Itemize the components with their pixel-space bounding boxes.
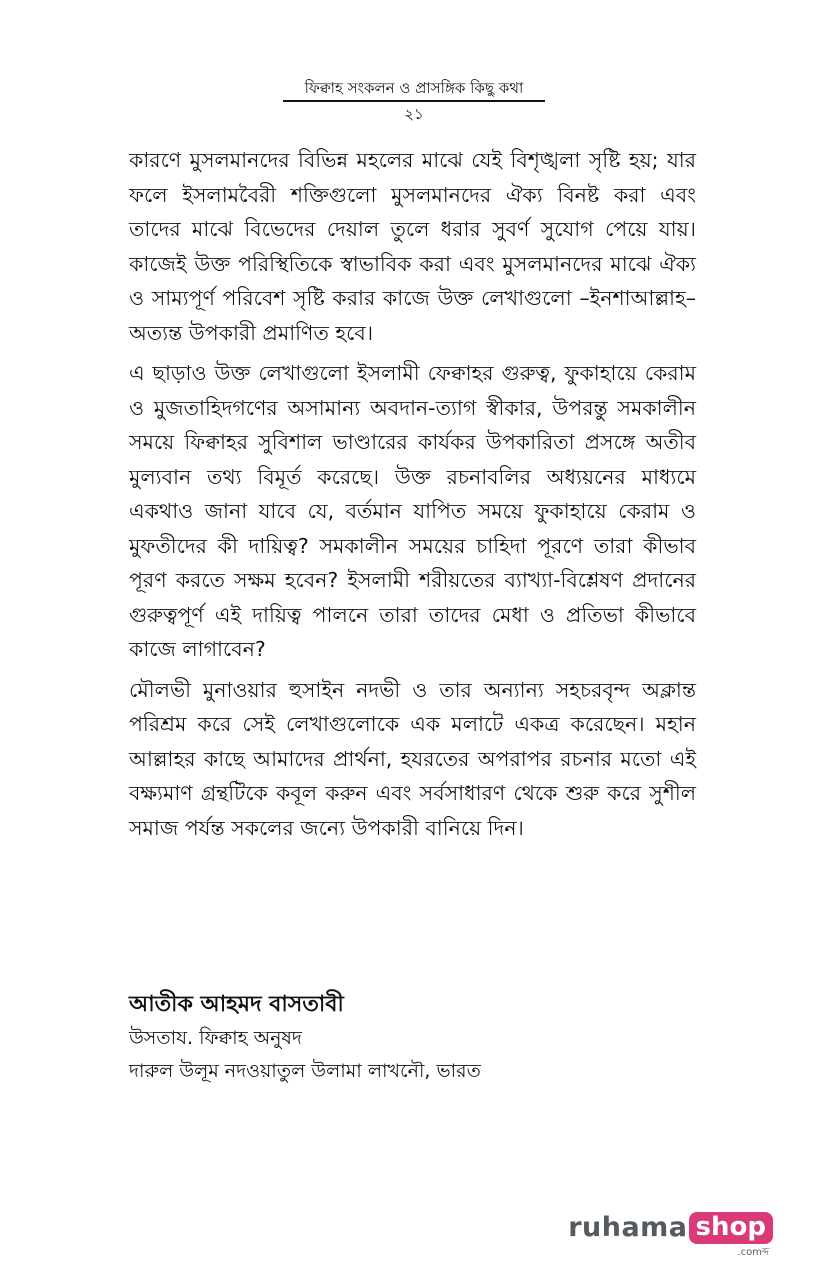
paragraph-2: এ ছাড়াও উক্ত লেখাগুলো ইসলামী ফেক্বাহর গুরুত্ব, ফুকাহায়ে কেরাম ও মুজতাহিদগণের অসামান্য অবদান-ত্যাগ স্বীকার, উপরন্তু সমকালীন সময়ে ফিক্বাহর সুবিশাল ভাণ্ডারের কার্যকর উপকারিতা প্রসঙ্গে অতীব মুল্যবান তথ্য বিমূর্ত করেছে। উক্ত রচনাবলির অধ্যয়নের মাধ্যমে একথাও জানা যাবে যে, বর্তমান যাপিত সময়ে ফুকাহায়ে কেরাম ও মুফতীদের কী দায়িত্ব? সমকালীন সময়ের চাহিদা পূরণে তারা কীভাব পূরণ করতে সক্ষম হবেন? ইসলামী শরীয়তের ব্যাখ্যা-বিশ্লেষণ প্রদানের গুরুত্বপূর্ণ এই দায়িত্ব পালনে তারা তাদের মেধা ও প্রতিভা কীভাবে কাজে লাগাবেন? — [129, 361, 696, 661]
logo-text: ruhama — [568, 1212, 688, 1243]
signature-block — [129, 988, 729, 1088]
ruhamashop-logo — [568, 1212, 773, 1262]
page-number: ২১ — [404, 105, 424, 123]
logo-domain: .comব্দ — [737, 1247, 769, 1258]
author-institution: দারুল উলূম নদওয়াতুল উলামা লাখনৌ, ভারত — [129, 1060, 481, 1082]
running-header — [283, 78, 545, 124]
author-name: আতীক আহমদ বাসতাবী — [129, 992, 344, 1017]
header-divider — [283, 100, 545, 102]
logo-shop-label: shop — [689, 1212, 773, 1244]
book-title: ফিক্বাহ সংকলন ও প্রাসঙ্গিক কিছু কথা — [304, 79, 524, 97]
author-title: উসতায. ফিক্বাহ অনুষদ — [129, 1027, 302, 1049]
paragraph-3: মৌলভী মুনাওয়ার হুসাইন নদভী ও তার অন্যান্য সহচরবৃন্দ অক্লান্ত পরিশ্রম করে সেই লেখাগুলোকে এক মলাটে একত্র করেছেন। মহান আল্লাহর কাছে আমাদের প্রার্থনা, হযরতের অপরাপর রচনার মতো এই বক্ষ্যমাণ গ্রন্থটিকে কবূল করুন এবং সর্বসাধারণ থেকে শুরু করে সুশীল সমাজ পর্যন্ত সকলের জন্যে উপকারী বানিয়ে দিন। — [129, 677, 696, 840]
logo-badge — [689, 1212, 773, 1258]
body-text — [129, 143, 696, 851]
paragraph-1: কারণে মুসলমানদের বিভিন্ন মহলের মাঝে যেই বিশৃঙ্খলা সৃষ্টি হয়; যার ফলে ইসলামবৈরী শক্তিগুলো মুসলমানদের ঐক্য বিনষ্ট করা এবং তাদের মাঝে বিভেদের দেয়াল তুলে ধরার সুবর্ণ সুযোগ পেয়ে যায়। কাজেই উক্ত পরিস্থিতিকে স্বাভাবিক করা এবং মুসলমানদের মাঝে ঐক্য ও সাম্যপূর্ণ পরিবেশ সৃষ্টি করার কাজে উক্ত লেখাগুলো –ইনশাআল্লাহ– অত্যন্ত উপকারী প্রমাণিত হবে। — [129, 148, 696, 345]
